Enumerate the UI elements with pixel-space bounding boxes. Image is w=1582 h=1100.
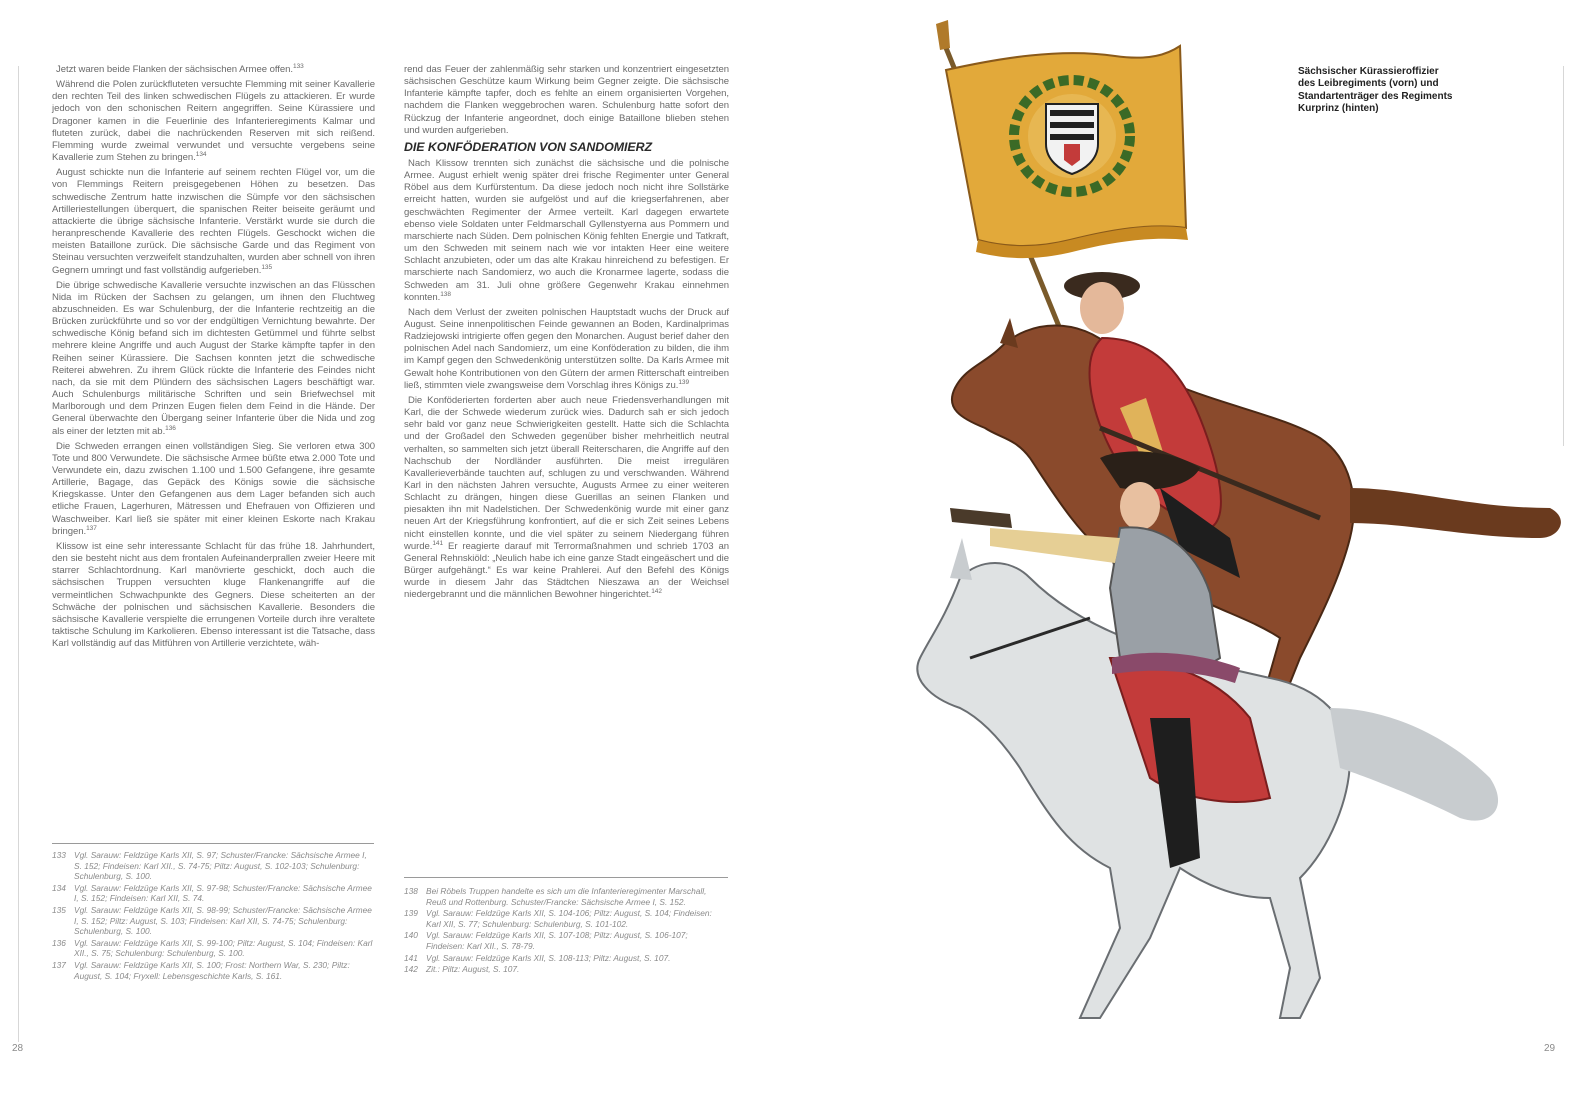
left-text-column — [52, 64, 375, 653]
paragraph: Die Schweden errangen einen vollständigen Sieg. Sie verloren etwa 300 Tote und 800 Verwundete. Die sächsische Armee büßte etwa 2.000 Tote und Verwundete ein, dazu zwischen 1.100 und 1.500 Gefangene, ihre gesamte Artillerie, Bagage, das Gepäck des Königs sowie die sächsische Kriegskasse. Unter den Gefangenen aus dem Lager befanden sich auch etliche Frauen, Lagerhuren, Mätressen und Ehefrauen von Offizieren und Waschweiber. Karl ließ sie später mit einer kleinen Eskorte nach Krakau bringen.$^{137}$ — [52, 440, 375, 537]
caption-line: Standartenträger des Regiments — [1298, 90, 1453, 102]
footnote-divider — [52, 843, 374, 844]
paragraph: Jetzt waren beide Flanken der sächsischen Armee offen.$^{133}$ — [56, 63, 304, 75]
paragraph: rend das Feuer der zahlenmäßig sehr starken und konzentriert eingesetzten sächsischen Geschütze kaum Wirkung beim Gegner zeigte. Die sächsische Infanterie kämpfte tapfer, doch es fehlte an einem organisierten Vorgehen, nachdem die Flanken weggebrochen waren. Schulenburg hatte sofort den Rückzug der Infanterie angeordnet, doch einige Bataillone blieben stehen und wurden aufgerieben. — [404, 64, 729, 136]
middle-text-column — [404, 64, 729, 605]
footnote: 133 Vgl. Sarauw: Feldzüge Karls XII, S. 97; Schuster/Francke: Sächsische Armee I, S. 152; Findeisen: Karl XII., S. 74-75; Piltz: August, S. 102-103; Schulenburg: Schulenburg, S. 100. — [52, 850, 367, 882]
cavalry-standard — [946, 46, 1188, 258]
paragraph: Nach dem Verlust der zweiten polnischen Hauptstadt wuchs der Druck auf August. Seine innenpolitischen Feinde gewannen an Boden, Kardinalprimas Radziejowski intrigierte offen gegen den Monarchen. August berief daher den polnischen Adel nach Sandomierz, um eine Konföderation zu bilden, die ihm im Kampf gegen den Schwedenkönig unterstützen sollte. Da Karls Armee mit Gewalt hohe Kontributionen von den Gütern der armen Ritterschaft eintreiben ließ, stimmten viele zwangsweise dem Vorschlag ihres Königs zu.$^{139}$ — [404, 306, 729, 391]
footnote: 140 Vgl. Sarauw: Feldzüge Karls XII, S. 107-108; Piltz: August, S. 106-107; Findeisen: Karl XII., S. 78-79. — [404, 930, 688, 951]
footnote: 136 Vgl. Sarauw: Feldzüge Karls XII, S. 99-100; Piltz: August, S. 104; Findeisen: Karl XII., S. 75; Schulenburg: Schulenburg, S. 100. — [52, 937, 373, 959]
pole-finial — [936, 20, 950, 50]
footnote: 134 Vgl. Sarauw: Feldzüge Karls XII, S. 97-98; Schuster/Francke: Sächsische Armee I, S. 152; Findeisen: Karl XII, S. 74. — [52, 882, 372, 904]
paragraph: Nach Klissow trennten sich zunächst die sächsische und die polnische Armee. August erhielt wenig später drei frische Regimenter unter General Röbel aus dem Kurfürstentum. Da diese jedoch noch nicht ihre Sollstärke erreicht hatten, wurden sie aufgelöst und auf die kriegserfahrenen, aber geschwächten Regimenter der Armee verteilt. Karl dagegen erwartete ebenso viele Soldaten unter Feldmarschall Gyllenstyerna aus Pommern und marschierte nach Süden. Dem polnischen König fehlten Energie und Tatkraft, um den Schweden mit seinem nach wie vor intakten Heer eine weitere Schlacht anzubieten, oder um das alte Krakau hinreichend zu befestigen. Er marschierte nach Sandomierz, wo auch die Kronarmee lagerte, sodass die Schweden am 31. Juli ohne größere Gegenwehr Krakau einnehmen konnten.$^{138}$ — [404, 157, 729, 303]
footnotes-middle — [404, 886, 728, 976]
paragraph: August schickte nun die Infanterie auf seinem rechten Flügel vor, um die von Flemmings Reitern preisgegebenen Höhen zu besetzen. Das schwedische Zentrum hatte inzwischen die Sümpfe vor den sächsischen Artilleriestellungen überquert, die spanischen Reiter beiseite geräumt und attackierte die übrige sächsische Infanterie. Verstärkt wurde sie durch die heranpreschende Kavallerie des rechten Flügels. Geschockt wichen die meisten Bataillone zurück. Die sächsische Garde und das Regiment von Steinau versuchten verzweifelt standzuhalten, wurden aber schnell von ihren Gegnern umringt und fast vollständig aufgerieben.$^{135}$ — [52, 167, 375, 276]
footnotes-left — [52, 850, 374, 982]
section-heading: DIE KONFÖDERATION VON SANDOMIERZ — [404, 139, 653, 154]
caption-line: Sächsischer Kürassieroffizier — [1298, 66, 1439, 77]
paragraph: Die übrige schwedische Kavallerie versuchte inzwischen an das Flüsschen Nida im Rücken der Sachsen zu gelangen, um ihnen den Fluchtweg abzuschneiden. Es war Schulenburg, der die Infanterie rechtzeitig an die Brücken zurückführte und so vor der endgültigen Vernichtung bewahrte. Der schwedische König befand sich im dichtesten Getümmel und führte selbst mehrere kleine Angriffe und auch August der Starke kämpfte tapfer in den Reihen seiner Kürassiere. Die Sachsen konnten jetzt die schwedische Reiterei abwehren. Zu ihrem Glück rückte die Infanterie des Feindes nicht nach, da sie mit dem Plündern des sächsischen Lagers beschäftigt war. Auch Schulenburgs militärische Schriften und sein Briefwechsel mit Marlborough und dem Prinzen Eugen fielen dem Feind in die Hände. Der General überwachte den Übergang seiner Infanterie über die Nida und zog als einer der letzten mit ab.$^{136}$ — [52, 279, 375, 437]
page-number-left: 28 — [12, 1043, 24, 1054]
paragraph: Klissow ist eine sehr interessante Schlacht für das frühe 18. Jahrhundert, den sie besteht nicht aus dem frontalen Aufeinanderprallen zweier Heere mit starrer Schlachtordnung. Karl manövrierte geschickt, doch auch die sächsischen Truppen versuchten kluge Flankenangriffe auf die vermeintlichen Schwachpunkte des Gegners. Diese scheiterten an der Schwäche der polnischen und sächsischen Kavallerie. Besonders die sächsische Kavallerie verspielte die errungenen Vorteile durch ihre veraltete taktische Schulung im Karkolieren. Ebenso interessant ist die Tatsache, dass Karl vollständig auf das Mitführen von Artillerie verzichtete, wäh- — [52, 540, 375, 650]
footnote: 138 Bei Röbels Truppen handelte es sich um die Infanterieregimenter Marschall, Reuß und Rottenburg. Schuster/Francke: Sächsische Armee I, S. 152. — [404, 886, 707, 907]
paragraph: Die Konföderierten forderten aber auch neue Friedensverhandlungen mit Karl, die der Schwede wiederum zurück wies. Dadurch sah er sich jedoch sehr bald vor ganz neue Schwierigkeiten gestellt. Hatte sich die Schlachta und der Großadel den Schweden gegenüber bisher mehrheitlich neutral verhalten, so sammelten sich jetzt überall Reiterscharen, die Angriffe auf den Nachschub der Nordländer ausführten. Die meist irregulären Kavallerieverbände tauchten auf, schlugen zu und verschwanden. Während Karl in den nächsten Jahren versuchte, Augusts Armee zu einer weiteren Schlacht zu drängen, hingen diese Guerillas an seinen Flanken und piesakten ihn mit Nadelstichen. Der Schwedenkönig wurde mit einer ganz neuen Art der Kriegsführung konfrontiert, auf die er sich Zeit seines Lebens nicht einstellen konnte, und die viel später zu seinem Niedergang führen wurde.$^{141}$ Er reagierte darauf mit Terrormaßnahmen und schrieb 1703 an General Rehnskiöld: „Neulich habe ich eine ganze Stadt eingeäschert und die Bürger aufgehängt.“ Es war keine Prahlerei. Auf den Befehl des Königs wurde in diesem Jahr das Städtchen Nieszawa an der Weichsel niedergebrannt und die männlichen Bewohner hingerichtet.$^{142}$ — [404, 394, 729, 601]
footnote: 142 Zit.: Piltz: August, S. 107. — [404, 964, 520, 975]
cavalry-illustration — [850, 18, 1570, 1093]
paragraph: Während die Polen zurückfluteten versuchte Flemming mit seiner Kavallerie den rechten Teil des linken schwedischen Flügels zu attackieren. Er wurde jedoch von den schonischen Reitern angegriffen. Seine Kürassiere und Dragoner kamen in die Feuerlinie des Infanterieregiments Kalmar und fluteten zurück, dabei die nachrückenden Reserven mit sich reißend. Flemming wurde zweimal verwundet und versuchte vergebens seine Kavallerie zum Stehen zu bringen.$^{134}$ — [52, 79, 375, 164]
left-page-edge — [18, 66, 19, 1042]
footnote: 135 Vgl. Sarauw: Feldzüge Karls XII, S. 98-99; Schuster/Francke: Sächsische Armee I, S. 152; Piltz: August, S. 103; Findeisen: Karl XII, S. 74-75; Schulenburg: Schulenburg, S. 100. — [52, 904, 372, 937]
footnote-divider — [404, 877, 728, 878]
page-number-right: 29 — [1544, 1043, 1556, 1054]
footnote: 141 Vgl. Sarauw: Feldzüge Karls XII, S. 108-113; Piltz: August, S. 107. — [404, 952, 671, 963]
caption-line: des Leibregiments (vorn) und — [1298, 78, 1439, 90]
footnote: 137 Vgl. Sarauw: Feldzüge Karls XII, S. 100; Frost: Northern War, S. 230; Piltz: August, S. 104; Fryxell: Lebensgeschichte Karls, S. 161. — [52, 959, 350, 981]
caption-line: Kurprinz (hinten) — [1298, 102, 1379, 114]
footnote: 139 Vgl. Sarauw: Feldzüge Karls XII, S. 104-106; Piltz: August, S. 104; Findeisen: Karl XII, S. 77; Schulenburg: Schulenburg, S. 101-102. — [404, 908, 712, 929]
